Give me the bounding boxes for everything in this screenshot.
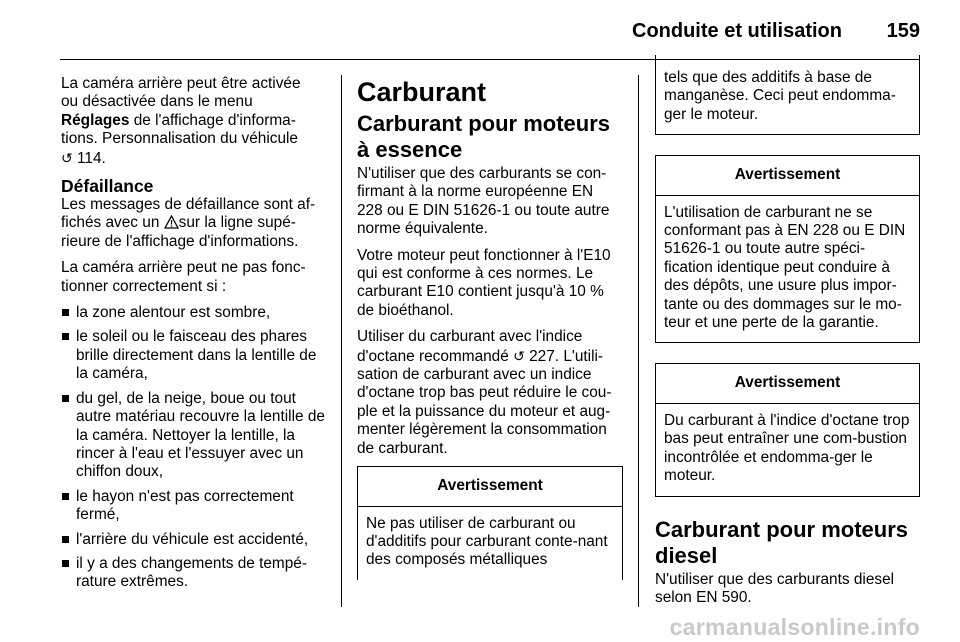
bullet-icon <box>62 395 69 402</box>
diesel-fuel-heading: Carburant pour moteurs diesel <box>655 516 909 568</box>
page-reference-icon: ↺ <box>513 347 525 364</box>
warning-text-continued: tels que des additifs à base de manganèse. Ceci peut endomma-ger le moteur. <box>664 69 896 123</box>
page-reference-icon: ↺ <box>61 149 73 166</box>
failure-text: Les messages de défaillance sont af- <box>61 196 316 214</box>
list-item-text: le hayon n'est pas correctement fermé, <box>76 487 294 524</box>
list-item <box>61 555 327 592</box>
list-item-text: il y a des changements de tempé-rature extrêmes. <box>76 554 307 591</box>
octane-text: Utiliser du carburant avec l'indice d'octane recommandé <box>357 328 583 365</box>
warning-box-continued <box>655 55 920 135</box>
failure-text: fichés avec un <box>61 214 164 232</box>
failure-heading: Défaillance <box>61 176 154 197</box>
list-item <box>61 488 327 525</box>
bullet-icon <box>62 493 69 500</box>
watermark: carmanualsonline.info <box>669 614 920 640</box>
bullet-icon <box>62 333 69 340</box>
warning-text: Ne pas utiliser de carburant ou d'additifs pour carburant conte-nant des composés métalliques <box>366 514 608 569</box>
intro-line: de l'affichage d'informa- <box>129 111 296 129</box>
petrol-paragraph-3 <box>357 328 623 458</box>
diesel-paragraph: N'utiliser que des carburants diesel selon EN 590. <box>655 570 895 606</box>
warning-triangle-icon <box>164 215 179 229</box>
column-1 <box>61 75 327 598</box>
list-item <box>61 390 327 482</box>
list-item <box>61 304 327 322</box>
bullet-icon <box>62 309 69 316</box>
failure-text: rieure de l'affichage d'informations. <box>61 232 299 250</box>
column-2 <box>357 75 623 580</box>
warning-text: Du carburant à l'indice d'octane trop bas peut entraîner une com-bustion incontrôlée et endomma-ger le moteur. <box>664 411 910 485</box>
failure-paragraph <box>61 196 327 251</box>
list-item-text: le soleil ou le faisceau des phares brille directement dans la lentille de la caméra, <box>76 328 317 383</box>
octane-text: 227. L'utili-sation de carburant avec un indice d'octane trop bas peut réduire le cou-ple et la puissance du moteur et aug-menter légèrement la consommation de carburant. <box>357 347 612 457</box>
warning-box-3 <box>655 363 920 496</box>
list-item-text: la zone alentour est sombre, <box>76 304 271 322</box>
page-header <box>0 0 960 60</box>
warning-text: L'utilisation de carburant ne se conformant pas à EN 228 ou E DIN 51626-1 ou toute autre spéci-fication identique peut conduire à des dépôts, une usure plus impor-tante ou des dommages sur le mo-teur et une perte de la garantie. <box>664 203 906 332</box>
petrol-fuel-heading: Carburant pour moteurs à essence <box>357 111 611 162</box>
failure-text: sur la ligne supé- <box>178 214 296 232</box>
column-divider-2 <box>638 75 639 607</box>
warning-title: Avertissement <box>358 467 622 506</box>
intro-paragraph <box>61 75 327 168</box>
intro-line: ou désactivée dans le menu <box>61 93 253 111</box>
bullet-icon <box>62 536 69 543</box>
header-title: Conduite et utilisation <box>632 20 842 42</box>
warning-box-2 <box>655 155 920 343</box>
failure-paragraph-2: La caméra arrière peut ne pas fonc-tionner correctement si : <box>61 259 306 295</box>
settings-menu-label: Réglages <box>61 111 130 129</box>
bullet-icon <box>62 560 69 567</box>
list-item <box>61 328 327 383</box>
list-item-text: du gel, de la neige, boue ou tout autre matériau recouvre la lentille de la caméra. Nettoyer la lentille, la rincer à l'eau et l'essuyer avec un chiffon doux, <box>76 389 325 481</box>
page-number: 159 <box>886 20 920 42</box>
warning-title: Avertissement <box>656 364 919 403</box>
column-divider-1 <box>341 75 342 607</box>
section-title: Carburant <box>357 77 487 107</box>
warning-title: Avertissement <box>656 156 919 195</box>
petrol-paragraph-1: N'utiliser que des carburants se con-firmant à la norme européenne EN 228 ou E DIN 51626-1 ou toute autre norme équivalente. <box>357 165 610 238</box>
failure-conditions-list <box>61 304 327 592</box>
list-item <box>61 531 327 549</box>
petrol-paragraph-2: Votre moteur peut fonctionner à l'E10 qui est conforme à ces normes. Le carburant E10 contient jusqu'à 10 % de bioéthanol. <box>357 246 611 319</box>
page-reference[interactable]: 114. <box>72 149 106 167</box>
intro-line: La caméra arrière peut être activée <box>61 75 301 92</box>
intro-line: tions. Personnalisation du véhicule <box>61 130 298 148</box>
list-item-text: l'arrière du véhicule est accidenté, <box>76 530 309 548</box>
warning-box <box>357 466 623 580</box>
column-3 <box>655 69 920 615</box>
